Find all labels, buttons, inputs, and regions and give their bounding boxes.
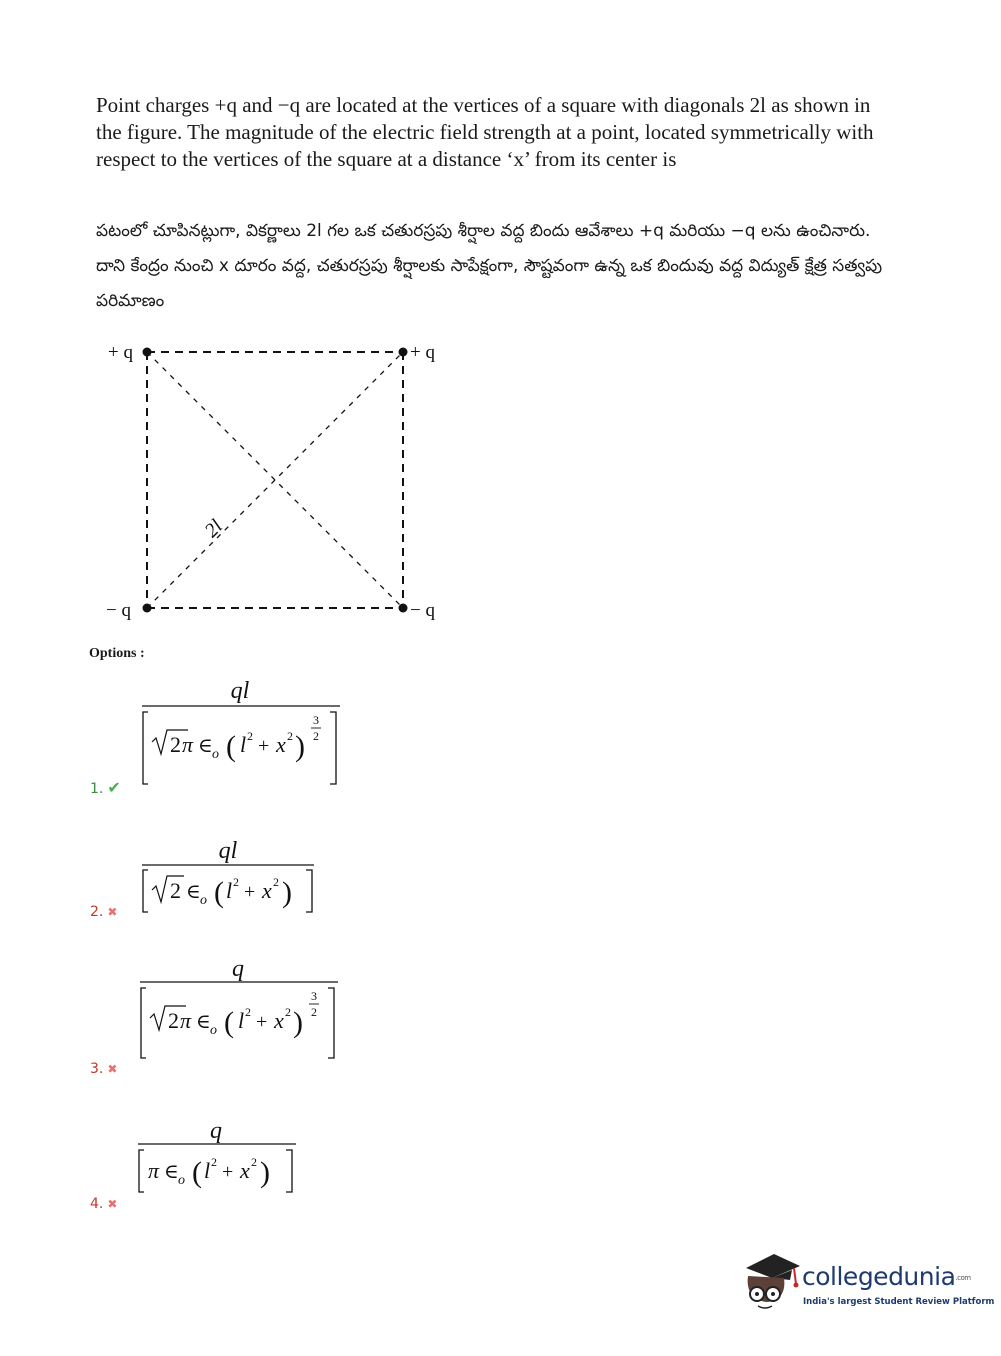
svg-text:o: o <box>200 893 207 908</box>
option-4[interactable] <box>136 1114 316 1204</box>
svg-text:): ) <box>260 1156 270 1189</box>
option-2-number: 2. ✖ <box>90 904 118 920</box>
svg-text:+: + <box>244 881 256 903</box>
svg-text:l: l <box>240 732 247 757</box>
svg-text:2: 2 <box>251 1155 257 1169</box>
svg-text:2: 2 <box>247 729 253 743</box>
svg-text:(: ( <box>226 730 236 763</box>
diagonal-tl-br <box>147 352 403 608</box>
svg-text:2: 2 <box>285 1005 291 1019</box>
svg-text:l: l <box>204 1158 211 1183</box>
mascot-icon <box>742 1250 802 1316</box>
svg-text:x: x <box>276 732 286 757</box>
svg-text:): ) <box>282 876 292 909</box>
label-bottom-left: − q <box>106 600 131 621</box>
option-4-numerator: q <box>210 1118 222 1144</box>
svg-text:(: ( <box>192 1156 202 1189</box>
svg-text:+: + <box>258 735 270 757</box>
svg-text:x: x <box>274 1008 284 1033</box>
svg-text:): ) <box>295 730 305 763</box>
svg-text:∈: ∈ <box>164 1161 179 1183</box>
svg-text:o: o <box>212 747 219 762</box>
svg-text:+: + <box>256 1011 268 1033</box>
label-top-left: + q <box>108 342 133 363</box>
svg-text:): ) <box>293 1006 303 1039</box>
option-2-numerator: ql <box>218 838 238 864</box>
question-telugu: పటంలో చూపినట్లుగా, వికర్ణాలు 2l గల ఒక చతురస్రపు శీర్షాల వద్ద బిందు ఆవేశాలు +q మరియు −q లను ఉంచినారు. దాని కేంద్రం నుంచి x దూరం వద్ద, చతురస్రపు శీర్షాలకు సాపేక్షంగా, సౌష్టవంగా ఉన్న ఒక బిందువు వద్ద విద్యుత్ క్షేత్ర సత్వపు పరిమాణం <box>96 221 883 311</box>
diagonal-bl-tr <box>147 352 403 608</box>
option-2[interactable] <box>140 832 350 922</box>
brand-name: collegedunia <box>802 1262 956 1291</box>
option-1-numerator: ql <box>230 678 250 704</box>
charge-dot-tr <box>399 348 408 357</box>
option-1-number: 1. ✔ <box>90 778 121 797</box>
cross-icon: ✖ <box>107 1062 118 1076</box>
option-3-number: 3. ✖ <box>90 1061 118 1077</box>
charge-dot-tl <box>143 348 152 357</box>
svg-text:2: 2 <box>168 1008 179 1033</box>
svg-text:∈: ∈ <box>198 735 213 757</box>
options-label: Options : <box>89 646 145 661</box>
svg-text:x: x <box>240 1158 250 1183</box>
svg-text:x: x <box>262 878 272 903</box>
svg-text:2: 2 <box>311 1005 317 1019</box>
svg-text:l: l <box>226 878 233 903</box>
label-top-right: + q <box>410 342 435 363</box>
svg-text:∈: ∈ <box>196 1011 211 1033</box>
cross-icon: ✖ <box>107 1197 118 1211</box>
svg-text:2: 2 <box>170 878 181 903</box>
svg-text:2: 2 <box>245 1005 251 1019</box>
svg-text:o: o <box>178 1173 185 1188</box>
svg-text:(: ( <box>214 876 224 909</box>
svg-text:3: 3 <box>311 989 317 1003</box>
charge-dot-br <box>399 604 408 613</box>
charge-square-figure <box>100 332 460 637</box>
option-3-numerator: q <box>232 956 244 982</box>
svg-text:l: l <box>238 1008 245 1033</box>
svg-text:2: 2 <box>313 729 319 743</box>
label-diagonal: 2l <box>200 515 228 542</box>
svg-text:π: π <box>182 732 194 757</box>
svg-text:∈: ∈ <box>186 881 201 903</box>
option-4-number: 4. ✖ <box>90 1196 118 1212</box>
svg-text:π: π <box>180 1008 192 1033</box>
svg-text:3: 3 <box>313 713 319 727</box>
svg-text:2: 2 <box>211 1155 217 1169</box>
brand-tagline: India's largest Student Review Platform <box>803 1297 995 1307</box>
cross-icon: ✖ <box>107 905 118 919</box>
svg-text:π: π <box>148 1158 160 1183</box>
label-bottom-right: − q <box>410 600 435 621</box>
svg-text:2: 2 <box>287 729 293 743</box>
check-icon: ✔ <box>107 778 121 797</box>
svg-text:2: 2 <box>273 875 279 889</box>
question-english: Point charges +q and −q are located at the vertices of a square with diagonals 2l as shown in the figure. The magnitude of the electric field strength at a point, located symmetrically with respect to the vertices of the square at a distance ‘x’ from its center is <box>96 93 874 171</box>
svg-text:o: o <box>210 1023 217 1038</box>
svg-text:(: ( <box>224 1006 234 1039</box>
svg-text:2: 2 <box>233 875 239 889</box>
option-3[interactable] <box>138 952 348 1072</box>
brand-com: .com <box>955 1274 971 1282</box>
charge-dot-bl <box>143 604 152 613</box>
collegedunia-logo[interactable] <box>742 1250 995 1320</box>
svg-text:+: + <box>222 1161 234 1183</box>
svg-text:2: 2 <box>170 732 181 757</box>
option-1[interactable] <box>140 672 350 792</box>
